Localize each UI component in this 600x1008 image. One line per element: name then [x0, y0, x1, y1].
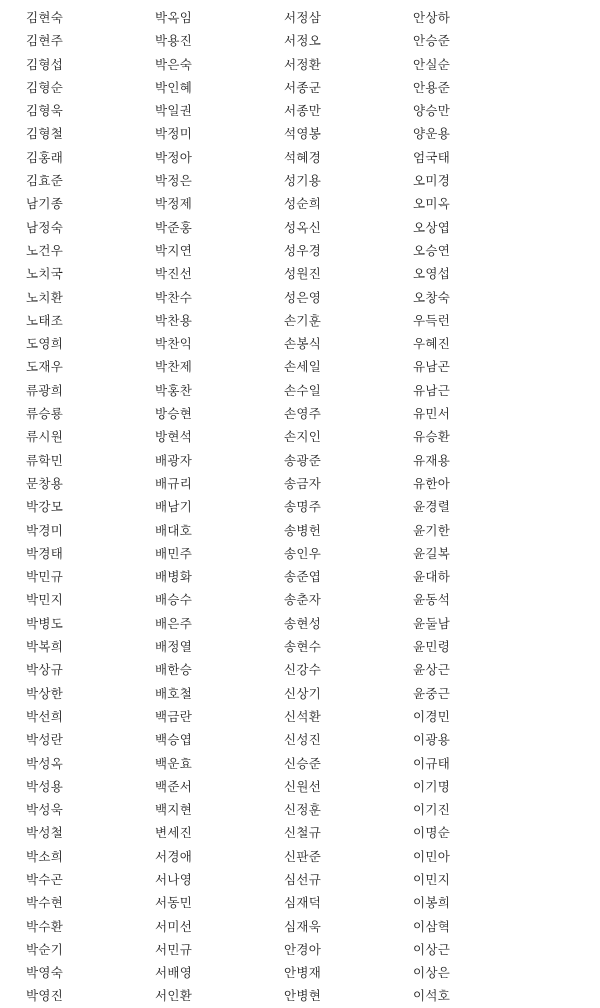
name-entry: 오영섭 — [413, 266, 451, 282]
name-entry: 안병현 — [284, 988, 322, 1004]
name-entry: 배병화 — [155, 569, 193, 585]
name-entry: 윤중근 — [413, 685, 451, 701]
name-entry: 박찬제 — [155, 359, 193, 375]
name-entry: 박수환 — [26, 918, 64, 934]
name-entry: 박옥임 — [155, 10, 193, 25]
name-entry: 박영진 — [26, 988, 64, 1004]
name-entry: 박복희 — [26, 639, 64, 655]
name-entry: 유승환 — [413, 429, 451, 445]
name-entry: 안실순 — [413, 56, 451, 72]
name-entry: 이상근 — [413, 941, 451, 957]
name-entry: 박영숙 — [26, 965, 64, 981]
name-entry: 박찬용 — [155, 312, 193, 328]
name-entry: 박은숙 — [155, 56, 193, 72]
name-list — [0, 6, 600, 1008]
name-entry: 손봉식 — [284, 336, 322, 352]
name-entry: 박상규 — [26, 662, 64, 678]
name-entry: 서미선 — [155, 918, 193, 934]
name-entry: 변세진 — [155, 825, 193, 841]
name-entry: 안병재 — [284, 965, 322, 981]
name-entry: 노치환 — [26, 289, 64, 305]
name-entry: 배정열 — [155, 639, 193, 655]
name-entry: 박순기 — [26, 941, 64, 957]
name-entry: 류시원 — [26, 429, 64, 445]
name-entry: 유민서 — [413, 406, 451, 422]
name-entry: 이기명 — [413, 778, 451, 794]
name-entry: 류학민 — [26, 452, 64, 468]
name-entry: 박소희 — [26, 848, 64, 864]
name-entry: 남기종 — [26, 196, 64, 212]
name-entry: 우혜진 — [413, 336, 451, 352]
name-entry: 배은주 — [155, 615, 193, 631]
name-entry: 박정아 — [155, 149, 193, 165]
name-entry: 윤둘남 — [413, 615, 451, 631]
name-entry: 성우경 — [284, 242, 322, 258]
name-entry: 김효준 — [26, 173, 64, 189]
name-entry: 박정은 — [155, 173, 193, 189]
name-entry: 방현석 — [155, 429, 193, 445]
name-entry: 안경아 — [284, 941, 322, 957]
name-entry: 박선희 — [26, 708, 64, 724]
name-entry: 송준엽 — [284, 569, 322, 585]
name-entry: 안용준 — [413, 79, 451, 95]
name-entry: 백금란 — [155, 708, 193, 724]
name-entry: 김형철 — [26, 126, 64, 142]
name-entry: 윤경렬 — [413, 499, 451, 515]
name-entry: 서동민 — [155, 895, 193, 911]
name-entry: 문창용 — [26, 475, 64, 491]
name-entry: 김현숙 — [26, 10, 64, 25]
name-entry: 신판준 — [284, 848, 322, 864]
name-entry: 백승엽 — [155, 732, 193, 748]
name-entry: 배광자 — [155, 452, 193, 468]
name-entry: 송현수 — [284, 639, 322, 655]
name-entry: 신강수 — [284, 662, 322, 678]
name-entry: 성원진 — [284, 266, 322, 282]
name-entry: 이상은 — [413, 965, 451, 981]
name-entry: 윤길복 — [413, 545, 451, 561]
name-entry: 도재우 — [26, 359, 64, 375]
name-entry: 송광준 — [284, 452, 322, 468]
name-entry: 유남근 — [413, 382, 451, 398]
name-entry: 석영봉 — [284, 126, 322, 142]
name-entry: 김홍래 — [26, 149, 64, 165]
name-entry: 신철규 — [284, 825, 322, 841]
name-entry: 백운효 — [155, 755, 193, 771]
name-entry: 서정삼 — [284, 10, 322, 25]
name-entry: 노치국 — [26, 266, 64, 282]
name-entry: 송춘자 — [284, 592, 322, 608]
name-entry: 김현주 — [26, 33, 64, 49]
name-entry: 박찬익 — [155, 336, 193, 352]
name-entry: 박성란 — [26, 732, 64, 748]
name-entry: 박강모 — [26, 499, 64, 515]
name-entry: 박진선 — [155, 266, 193, 282]
name-entry: 배호철 — [155, 685, 193, 701]
name-entry: 이민지 — [413, 871, 451, 887]
name-entry: 박용진 — [155, 33, 193, 49]
name-entry: 손지인 — [284, 429, 322, 445]
name-entry: 이민아 — [413, 848, 451, 864]
name-entry: 박경태 — [26, 545, 64, 561]
name-entry: 윤상근 — [413, 662, 451, 678]
name-entry: 김형섭 — [26, 56, 64, 72]
name-entry: 박정제 — [155, 196, 193, 212]
name-entry: 안상하 — [413, 10, 451, 25]
name-entry: 손수일 — [284, 382, 322, 398]
name-entry: 박인혜 — [155, 79, 193, 95]
name-entry: 심선규 — [284, 871, 322, 887]
name-entry: 박민규 — [26, 569, 64, 585]
name-entry: 성기용 — [284, 173, 322, 189]
name-entry: 신승준 — [284, 755, 322, 771]
name-entry: 배남기 — [155, 499, 193, 515]
name-entry: 윤동석 — [413, 592, 451, 608]
name-entry: 백준서 — [155, 778, 193, 794]
name-entry: 송인우 — [284, 545, 322, 561]
name-entry: 도영희 — [26, 336, 64, 352]
name-entry: 박찬수 — [155, 289, 193, 305]
name-entry: 박준홍 — [155, 219, 193, 235]
name-entry: 이기진 — [413, 802, 451, 818]
name-entry: 손기훈 — [284, 312, 322, 328]
name-entry: 송현성 — [284, 615, 322, 631]
name-entry: 신석환 — [284, 708, 322, 724]
name-entry: 남정숙 — [26, 219, 64, 235]
name-entry: 신상기 — [284, 685, 322, 701]
name-entry: 서배영 — [155, 965, 193, 981]
name-entry: 서종만 — [284, 103, 322, 119]
name-entry: 류승룡 — [26, 406, 64, 422]
name-entry: 심재욱 — [284, 918, 322, 934]
name-entry: 이광용 — [413, 732, 451, 748]
name-entry: 이경민 — [413, 708, 451, 724]
name-entry: 유남곤 — [413, 359, 451, 375]
name-entry: 오창숙 — [413, 289, 451, 305]
name-entry: 박경미 — [26, 522, 64, 538]
name-entry: 양승만 — [413, 103, 451, 119]
name-entry: 백지현 — [155, 802, 193, 818]
name-entry: 노건우 — [26, 242, 64, 258]
name-entry: 박일권 — [155, 103, 193, 119]
name-entry: 서민규 — [155, 941, 193, 957]
name-entry: 박수곤 — [26, 871, 64, 887]
name-entry: 안승준 — [413, 33, 451, 49]
name-entry: 양운용 — [413, 126, 451, 142]
name-entry: 손세일 — [284, 359, 322, 375]
name-entry: 오상엽 — [413, 219, 451, 235]
name-entry: 류광희 — [26, 382, 64, 398]
name-entry: 신원선 — [284, 778, 322, 794]
name-entry: 배대호 — [155, 522, 193, 538]
name-entry: 박수현 — [26, 895, 64, 911]
name-entry: 이삼혁 — [413, 918, 451, 934]
name-entry: 박성철 — [26, 825, 64, 841]
name-entry: 손영주 — [284, 406, 322, 422]
name-entry: 오미옥 — [413, 196, 451, 212]
name-entry: 박정미 — [155, 126, 193, 142]
name-entry: 오미경 — [413, 173, 451, 189]
name-entry: 심재덕 — [284, 895, 322, 911]
name-entry: 성순희 — [284, 196, 322, 212]
name-entry: 엄국태 — [413, 149, 451, 165]
name-entry: 송금자 — [284, 475, 322, 491]
name-entry: 유재용 — [413, 452, 451, 468]
name-entry: 이명순 — [413, 825, 451, 841]
name-entry: 석혜경 — [284, 149, 322, 165]
name-entry: 박홍찬 — [155, 382, 193, 398]
name-entry: 박상한 — [26, 685, 64, 701]
name-entry: 윤민령 — [413, 639, 451, 655]
name-entry: 서정환 — [284, 56, 322, 72]
name-entry: 박병도 — [26, 615, 64, 631]
name-entry: 신정훈 — [284, 802, 322, 818]
name-entry: 우득런 — [413, 312, 451, 328]
name-entry: 배민주 — [155, 545, 193, 561]
name-entry: 서정오 — [284, 33, 322, 49]
name-entry: 서경애 — [155, 848, 193, 864]
name-entry: 유한아 — [413, 475, 451, 491]
name-entry: 송병헌 — [284, 522, 322, 538]
name-entry: 박성용 — [26, 778, 64, 794]
name-entry: 박지연 — [155, 242, 193, 258]
name-entry: 서종군 — [284, 79, 322, 95]
name-entry: 오승연 — [413, 242, 451, 258]
name-entry: 박민지 — [26, 592, 64, 608]
name-entry: 이석호 — [413, 988, 451, 1004]
name-entry: 서나영 — [155, 871, 193, 887]
name-entry: 신성진 — [284, 732, 322, 748]
name-entry: 김형욱 — [26, 103, 64, 119]
name-entry: 이봉희 — [413, 895, 451, 911]
name-entry: 성은영 — [284, 289, 322, 305]
name-entry: 이규태 — [413, 755, 451, 771]
name-entry: 김형순 — [26, 79, 64, 95]
name-entry: 서인환 — [155, 988, 193, 1004]
name-entry: 성옥신 — [284, 219, 322, 235]
name-entry: 방승현 — [155, 406, 193, 422]
name-entry: 박성욱 — [26, 802, 64, 818]
name-entry: 배한승 — [155, 662, 193, 678]
name-entry: 배승수 — [155, 592, 193, 608]
name-entry: 송명주 — [284, 499, 322, 515]
name-entry: 노태조 — [26, 312, 64, 328]
name-entry: 배규리 — [155, 475, 193, 491]
name-entry: 윤대하 — [413, 569, 451, 585]
name-entry: 박성옥 — [26, 755, 64, 771]
name-entry: 윤기한 — [413, 522, 451, 538]
